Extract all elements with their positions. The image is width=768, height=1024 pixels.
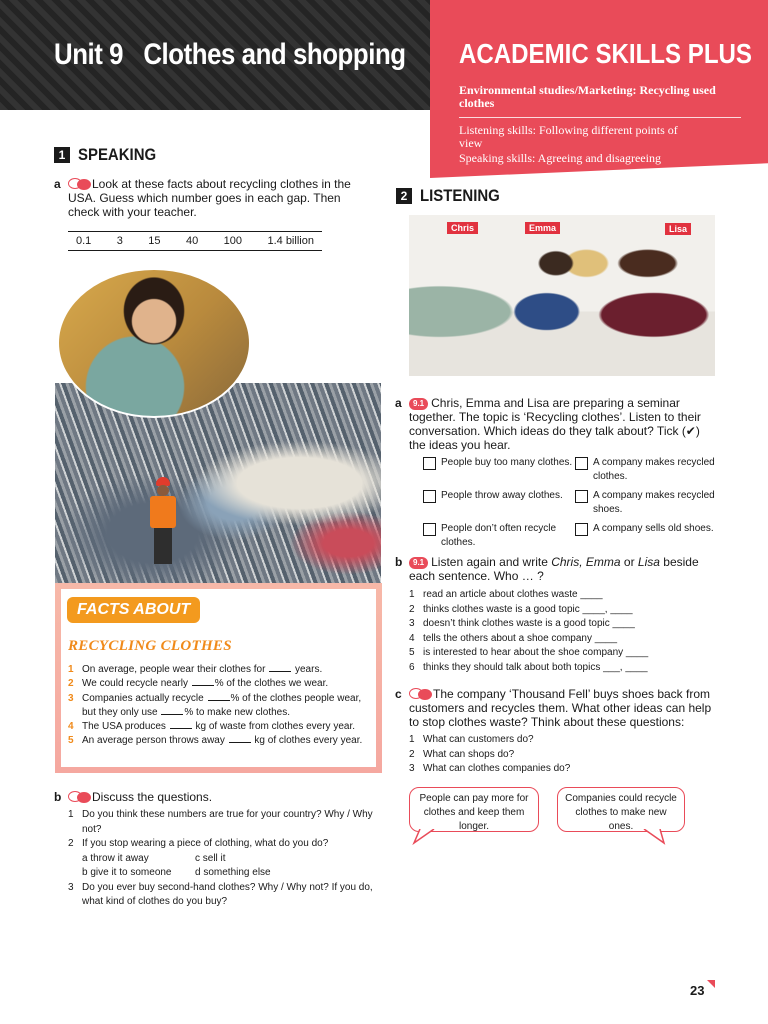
checkbox[interactable] <box>575 457 588 470</box>
speaking-icon <box>68 791 90 802</box>
number-option: 15 <box>148 235 161 247</box>
checkbox[interactable] <box>575 523 588 536</box>
name-tag-chris: Chris <box>447 222 478 234</box>
rubbish-photo <box>55 383 381 583</box>
speech-bubble: People can pay more for clothes and keep them longer. <box>409 787 539 832</box>
listening-heading <box>396 186 511 206</box>
answer-gap[interactable] <box>208 692 230 701</box>
students-photo <box>409 215 715 376</box>
answer-gap[interactable] <box>229 734 251 743</box>
section-number: 1 <box>54 147 70 163</box>
who-item: 6 thinks they should talk about both topics ___, ____ <box>409 661 648 673</box>
section-title: LISTENING <box>420 186 500 205</box>
task-2c <box>395 687 715 777</box>
facts-list <box>68 663 373 749</box>
number-option: 1.4 billion <box>267 235 314 247</box>
checkbox[interactable] <box>575 490 588 503</box>
woman-with-clothes-photo <box>57 268 251 418</box>
answer-gap[interactable] <box>161 706 183 715</box>
facts-pill: FACTS ABOUT <box>67 597 200 623</box>
listening-skill-line: Listening skills: Following different points of view <box>459 123 678 150</box>
question: 3 Do you ever buy second-hand clothes? Why / Why not? If you do, what kind of clothes do you buy? <box>68 881 373 907</box>
fact-item: 3 Companies actually recycle % of the clothes people wear, but they only use % to make new clothes. <box>68 692 362 718</box>
task-text: Chris, Emma and Lisa are preparing a seminar together. The topic is ‘Recycling clothes’. Listen to their conversation. Which ideas do they talk about? Tick (✔) the ideas you hear. <box>409 396 701 452</box>
idea-option[interactable]: A company sells old shoes. <box>575 522 723 550</box>
number-option: 0.1 <box>76 235 92 247</box>
speaking-icon <box>68 178 90 189</box>
page-number: 23 <box>690 983 705 998</box>
unit-title: Unit 9 Clothes and shopping <box>54 38 406 71</box>
number-option: 40 <box>185 235 199 247</box>
idea-option[interactable]: A company makes recycled clothes. <box>575 456 723 484</box>
fact-item: 2 We could recycle nearly % of the clothes we wear. <box>68 678 329 690</box>
page-corner-mark <box>707 980 715 988</box>
question: 1 Do you think these numbers are true for your country? Why / Why not? <box>68 809 373 835</box>
speaking-icon <box>409 688 431 699</box>
task-letter: a <box>395 396 402 410</box>
task-letter: b <box>54 790 62 804</box>
checkbox[interactable] <box>423 490 436 503</box>
who-item: 1 read an article about clothes waste ____ <box>409 589 603 600</box>
checkbox[interactable] <box>423 523 436 536</box>
who-item: 4 tells the others about a shoe company ____ <box>409 632 618 644</box>
who-list <box>409 588 709 675</box>
fact-item: 5 An average person throws away kg of clothes every year. <box>68 735 363 747</box>
number-option: 100 <box>223 235 243 247</box>
speech-bubble-tail <box>640 829 670 845</box>
fact-item: 4 The USA produces kg of waste from clothes every year. <box>68 721 356 733</box>
name-tag-emma: Emma <box>525 222 560 234</box>
task-2a <box>395 396 709 452</box>
checkbox[interactable] <box>423 457 436 470</box>
who-item: 5 is interested to hear about the shoe company ____ <box>409 647 649 658</box>
question: 2 If you stop wearing a piece of clothing, what do you do? <box>68 838 329 849</box>
number-option: 3 <box>116 235 123 247</box>
task-letter: b <box>395 555 403 569</box>
ideas-checklist <box>423 456 723 550</box>
speech-bubble-tail <box>412 829 442 845</box>
number-options <box>68 231 322 251</box>
answer-gap[interactable] <box>170 720 192 729</box>
think-item: 2 What can shops do? <box>409 748 515 760</box>
subject-line: Environmental studies/Marketing: Recycling used clothes <box>459 83 716 110</box>
idea-option[interactable]: People buy too many clothes. <box>423 456 575 484</box>
speaking-skill-line: Speaking skills: Agreeing and disagreeing <box>459 151 661 165</box>
task-letter: a <box>54 177 61 191</box>
divider <box>459 117 741 118</box>
who-item: 2 thinks clothes waste is a good topic ____, ____ <box>409 603 633 615</box>
task-text: Look at these facts about recycling clothes in the USA. Guess which number goes in each gap. Then check with your teacher. <box>68 177 351 219</box>
think-item: 3 What can clothes companies do? <box>409 763 571 774</box>
facts-box <box>55 583 382 773</box>
think-list <box>409 733 715 777</box>
idea-option[interactable]: People throw away clothes. <box>423 489 575 517</box>
skills-plus-title: ACADEMIC SKILLS PLUS <box>459 38 752 69</box>
task-1a <box>54 177 368 219</box>
answer-gap[interactable] <box>192 677 214 686</box>
audio-track-icon[interactable]: 9.1 <box>409 557 428 569</box>
think-item: 1 What can customers do? <box>409 734 534 745</box>
fact-item: 1 On average, people wear their clothes for years. <box>68 664 323 675</box>
audio-track-icon[interactable]: 9.1 <box>409 398 428 410</box>
name-tag-lisa: Lisa <box>665 223 691 235</box>
question-list <box>68 808 378 910</box>
section-number: 2 <box>396 188 412 204</box>
speech-bubble: Companies could recycle clothes to make new ones. <box>557 787 685 832</box>
section-title: SPEAKING <box>78 145 157 164</box>
question-options: a throw it away c sell it b give it to someone d something else <box>82 852 271 878</box>
task-1b <box>54 790 378 910</box>
task-text: The company ‘Thousand Fell’ buys shoes back from customers and recycles them. What other ideas can help to stop clothes waste? Think about these questions: <box>409 687 712 729</box>
facts-subtitle: RECYCLING CLOTHES <box>68 638 232 654</box>
skills-panel <box>459 38 752 165</box>
who-item: 3 doesn’t think clothes waste is a good topic ____ <box>409 618 635 629</box>
task-2b: b 9.1 Listen again and write Chris, Emma or Lisa beside each sentence. Who … ? 1 read an article about clothes waste ____ 2 thinks clothes waste is a good topic ____, ____ 3 doesn’t think clothes waste is a good topic ____ 4 tells the others about a shoe company ____ 5 is interested to hear about the shoe company ____ 6 thinks they should talk about both topics ___, ____ <box>409 555 709 675</box>
task-letter: c <box>395 687 402 701</box>
task-text: Discuss the questions. <box>92 790 213 804</box>
idea-option[interactable]: A company makes recycled shoes. <box>575 489 723 517</box>
worker-figure <box>148 477 178 567</box>
idea-option[interactable]: People don’t often recycle clothes. <box>423 522 575 550</box>
answer-gap[interactable] <box>269 663 291 672</box>
speaking-heading <box>54 145 167 165</box>
